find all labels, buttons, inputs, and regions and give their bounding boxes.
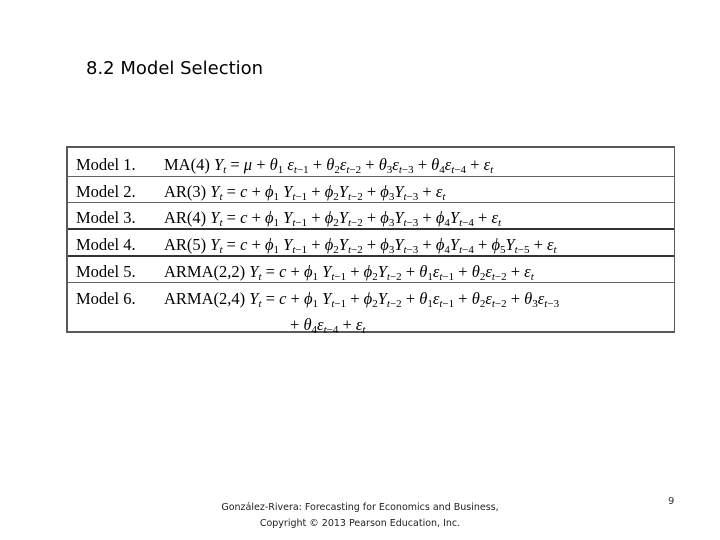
model-label: Model 4. bbox=[76, 235, 136, 254]
model-label: Model 1. bbox=[76, 155, 136, 174]
model-label: Model 5. bbox=[76, 262, 136, 281]
table-row bbox=[68, 230, 674, 256]
model-equation: ARMA(2,2) $Y_t = c + \phi_1$ $Y_{t-1} + \phi_2Y_{t-2} + \theta_1\varepsilon_{t-1} + \theta_2\varepsilon_{t-2} + \varepsilon_t$ bbox=[164, 262, 534, 283]
slide-title: 8.2 Model Selection bbox=[86, 58, 264, 79]
model-name: ARMA(2,2) bbox=[164, 262, 246, 281]
footer-citation bbox=[200, 500, 520, 532]
model-equation-continued: + $\theta_4\varepsilon_{t-4} + \varepsilon_t$ bbox=[290, 315, 366, 336]
model-equation: ARMA(2,4) $Y_t = c + \phi_1$ $Y_{t-1} + \phi_2Y_{t-2} + \theta_1\varepsilon_{t-1} + \theta_2\varepsilon_{t-2} + \theta_3\varepsilon_{t-3}$ bbox=[164, 289, 560, 310]
table-row bbox=[68, 257, 674, 283]
page-number: 9 bbox=[668, 496, 675, 507]
model-equation: AR(4) $Y_t = c + \phi_1$ $Y_{t-1} + \phi_2Y_{t-2} + \phi_3Y_{t-3} + \phi_4Y_{t-4} + \varepsilon_t$ bbox=[164, 208, 502, 229]
model-equation: AR(5) $Y_t = c + \phi_1$ $Y_{t-1} + \phi_2Y_{t-2} + \phi_3Y_{t-3} + \phi_4Y_{t-4} + \phi_5Y_{t-5} + \varepsilon_t$ bbox=[164, 235, 557, 256]
model-name: AR(5) bbox=[164, 235, 207, 254]
row-divider bbox=[68, 282, 674, 283]
footer-line: González-Rivera: Forecasting for Economics and Business, bbox=[221, 502, 499, 513]
table-row bbox=[68, 150, 674, 176]
model-name: ARMA(2,4) bbox=[164, 289, 246, 308]
model-name: AR(4) bbox=[164, 208, 207, 227]
table-row bbox=[68, 203, 674, 229]
model-equation: AR(3) $Y_t = c + \phi_1$ $Y_{t-1} + \phi_2Y_{t-2} + \phi_3Y_{t-3} + \varepsilon_t$ bbox=[164, 182, 446, 203]
model-table bbox=[66, 146, 675, 336]
table-row bbox=[68, 284, 674, 336]
model-name: MA(4) bbox=[164, 155, 210, 174]
footer-line: Copyright © 2013 Pearson Education, Inc. bbox=[259, 518, 461, 529]
table-row bbox=[68, 177, 674, 203]
model-label: Model 2. bbox=[76, 182, 136, 201]
model-label: Model 3. bbox=[76, 208, 136, 227]
model-label: Model 6. bbox=[76, 289, 136, 308]
model-name: AR(3) bbox=[164, 182, 207, 201]
model-equation: MA(4) $Y_t = \mu + \theta_1$ $\varepsilon_{t-1} + \theta_2\varepsilon_{t-2} + \theta_3\varepsilon_{t-3} + \theta_4\varepsilon_{t-4} + \varepsilon_t$ bbox=[164, 155, 494, 176]
